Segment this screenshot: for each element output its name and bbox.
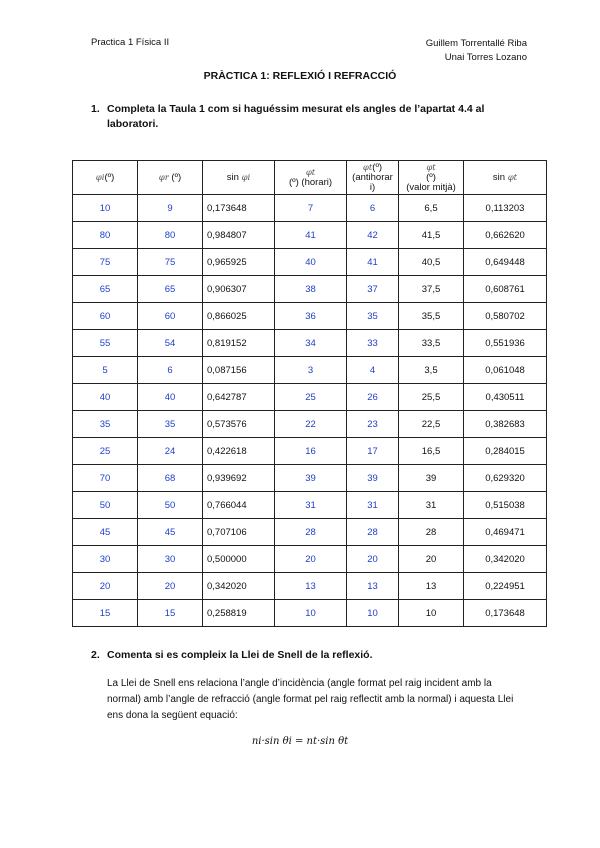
cell-refracted-mean: 20 — [399, 546, 464, 573]
cell-reflected-angle: 40 — [138, 384, 203, 411]
table-row — [73, 546, 547, 573]
cell-refracted-clockwise: 34 — [275, 330, 347, 357]
cell-sin-incident: 0,422618 — [203, 438, 275, 465]
cell-refracted-anticlockwise: 6 — [347, 195, 399, 222]
cell-refracted-mean: 25,5 — [399, 384, 464, 411]
cell-sin-refracted: 0,382683 — [464, 411, 547, 438]
cell-reflected-angle: 15 — [138, 600, 203, 627]
cell-refracted-mean: 37,5 — [399, 276, 464, 303]
header-refracted-clockwise: φt (º) (horari) — [275, 161, 347, 195]
cell-sin-refracted: 0,061048 — [464, 357, 547, 384]
cell-refracted-anticlockwise: 42 — [347, 222, 399, 249]
cell-refracted-clockwise: 10 — [275, 600, 347, 627]
table-row — [73, 411, 547, 438]
cell-reflected-angle: 35 — [138, 411, 203, 438]
cell-incident-angle: 65 — [73, 276, 138, 303]
cell-sin-refracted: 0,662620 — [464, 222, 547, 249]
cell-refracted-clockwise: 31 — [275, 492, 347, 519]
cell-refracted-mean: 13 — [399, 573, 464, 600]
cell-sin-incident: 0,965925 — [203, 249, 275, 276]
cell-refracted-anticlockwise: 20 — [347, 546, 399, 573]
table-body — [73, 195, 547, 627]
cell-refracted-mean: 10 — [399, 600, 464, 627]
cell-sin-incident: 0,173648 — [203, 195, 275, 222]
cell-sin-incident: 0,939692 — [203, 465, 275, 492]
table-row — [73, 357, 547, 384]
author-2: Unai Torres Lozano — [444, 52, 527, 63]
cell-reflected-angle: 24 — [138, 438, 203, 465]
cell-incident-angle: 35 — [73, 411, 138, 438]
cell-sin-incident: 0,766044 — [203, 492, 275, 519]
header-refracted-mean: φt (º) (valor mitjà) — [399, 161, 464, 195]
cell-refracted-mean: 41,5 — [399, 222, 464, 249]
cell-sin-incident: 0,087156 — [203, 357, 275, 384]
cell-sin-incident: 0,819152 — [203, 330, 275, 357]
cell-refracted-clockwise: 13 — [275, 573, 347, 600]
table-row — [73, 465, 547, 492]
cell-refracted-anticlockwise: 28 — [347, 519, 399, 546]
cell-incident-angle: 15 — [73, 600, 138, 627]
table-row — [73, 195, 547, 222]
cell-refracted-mean: 16,5 — [399, 438, 464, 465]
cell-reflected-angle: 20 — [138, 573, 203, 600]
cell-sin-incident: 0,984807 — [203, 222, 275, 249]
cell-sin-refracted: 0,173648 — [464, 600, 547, 627]
cell-incident-angle: 80 — [73, 222, 138, 249]
cell-refracted-mean: 35,5 — [399, 303, 464, 330]
cell-incident-angle: 5 — [73, 357, 138, 384]
cell-refracted-anticlockwise: 31 — [347, 492, 399, 519]
cell-incident-angle: 10 — [73, 195, 138, 222]
cell-refracted-mean: 40,5 — [399, 249, 464, 276]
cell-incident-angle: 70 — [73, 465, 138, 492]
cell-refracted-anticlockwise: 13 — [347, 573, 399, 600]
cell-incident-angle: 45 — [73, 519, 138, 546]
table-row — [73, 438, 547, 465]
cell-sin-refracted: 0,342020 — [464, 546, 547, 573]
cell-sin-incident: 0,258819 — [203, 600, 275, 627]
author-1: Guillem Torrentallé Riba — [425, 38, 527, 49]
table-row — [73, 276, 547, 303]
cell-incident-angle: 40 — [73, 384, 138, 411]
cell-sin-refracted: 0,224951 — [464, 573, 547, 600]
table-row — [73, 573, 547, 600]
table-row — [73, 330, 547, 357]
cell-incident-angle: 25 — [73, 438, 138, 465]
cell-reflected-angle: 30 — [138, 546, 203, 573]
cell-refracted-mean: 3,5 — [399, 357, 464, 384]
cell-refracted-clockwise: 25 — [275, 384, 347, 411]
cell-refracted-anticlockwise: 35 — [347, 303, 399, 330]
cell-reflected-angle: 60 — [138, 303, 203, 330]
header-sin-refracted: sin φt — [464, 161, 547, 195]
cell-refracted-mean: 33,5 — [399, 330, 464, 357]
cell-refracted-anticlockwise: 23 — [347, 411, 399, 438]
cell-refracted-clockwise: 22 — [275, 411, 347, 438]
table-row — [73, 600, 547, 627]
cell-sin-incident: 0,906307 — [203, 276, 275, 303]
cell-refracted-clockwise: 36 — [275, 303, 347, 330]
header-sin-incident: sin φi — [203, 161, 275, 195]
cell-reflected-angle: 50 — [138, 492, 203, 519]
cell-sin-incident: 0,500000 — [203, 546, 275, 573]
cell-sin-refracted: 0,608761 — [464, 276, 547, 303]
results-table — [72, 160, 547, 627]
cell-sin-incident: 0,642787 — [203, 384, 275, 411]
header-incident-angle: φi(º) — [73, 161, 138, 195]
question-1-number: 1. — [91, 103, 100, 115]
cell-reflected-angle: 6 — [138, 357, 203, 384]
table-row — [73, 303, 547, 330]
cell-incident-angle: 60 — [73, 303, 138, 330]
header-refracted-anticlockwise: φt(º) (antihorar i) — [347, 161, 399, 195]
cell-sin-incident: 0,707106 — [203, 519, 275, 546]
question-2-number: 2. — [91, 649, 100, 661]
cell-refracted-anticlockwise: 10 — [347, 600, 399, 627]
cell-refracted-mean: 22,5 — [399, 411, 464, 438]
cell-sin-refracted: 0,430511 — [464, 384, 547, 411]
cell-refracted-anticlockwise: 41 — [347, 249, 399, 276]
cell-refracted-mean: 28 — [399, 519, 464, 546]
cell-refracted-anticlockwise: 39 — [347, 465, 399, 492]
cell-sin-incident: 0,342020 — [203, 573, 275, 600]
cell-incident-angle: 20 — [73, 573, 138, 600]
cell-refracted-clockwise: 7 — [275, 195, 347, 222]
table-header-row — [73, 161, 547, 195]
cell-refracted-clockwise: 3 — [275, 357, 347, 384]
header-authors — [426, 37, 527, 65]
cell-refracted-anticlockwise: 17 — [347, 438, 399, 465]
cell-sin-refracted: 0,469471 — [464, 519, 547, 546]
cell-refracted-mean: 31 — [399, 492, 464, 519]
table-row — [73, 492, 547, 519]
cell-reflected-angle: 80 — [138, 222, 203, 249]
cell-incident-angle: 75 — [73, 249, 138, 276]
cell-sin-refracted: 0,515038 — [464, 492, 547, 519]
cell-refracted-clockwise: 41 — [275, 222, 347, 249]
cell-sin-refracted: 0,113203 — [464, 195, 547, 222]
cell-sin-refracted: 0,649448 — [464, 249, 547, 276]
cell-refracted-clockwise: 39 — [275, 465, 347, 492]
cell-incident-angle: 50 — [73, 492, 138, 519]
cell-reflected-angle: 75 — [138, 249, 203, 276]
cell-refracted-clockwise: 20 — [275, 546, 347, 573]
question-1-text: Completa la Taula 1 com si haguéssim mesurat els angles de l’apartat 4.4 al laboratori. — [107, 103, 485, 130]
cell-reflected-angle: 54 — [138, 330, 203, 357]
table-row — [73, 222, 547, 249]
page-title: PRÀCTICA 1: REFLEXIÓ I REFRACCIÓ — [203, 70, 397, 82]
question-2-text: Comenta si es compleix la Llei de Snell de la reflexió. — [107, 649, 373, 661]
snell-equation: ni·sin θi = nt·sin θt — [251, 736, 349, 747]
cell-refracted-clockwise: 16 — [275, 438, 347, 465]
cell-sin-incident: 0,866025 — [203, 303, 275, 330]
table-row — [73, 519, 547, 546]
header-reflected-angle: φr (º) — [138, 161, 203, 195]
cell-reflected-angle: 9 — [138, 195, 203, 222]
cell-refracted-anticlockwise: 26 — [347, 384, 399, 411]
table-row — [73, 249, 547, 276]
cell-sin-refracted: 0,551936 — [464, 330, 547, 357]
cell-reflected-angle: 65 — [138, 276, 203, 303]
cell-reflected-angle: 68 — [138, 465, 203, 492]
cell-reflected-angle: 45 — [138, 519, 203, 546]
cell-sin-refracted: 0,629320 — [464, 465, 547, 492]
cell-refracted-mean: 6,5 — [399, 195, 464, 222]
cell-sin-incident: 0,573576 — [203, 411, 275, 438]
cell-refracted-clockwise: 40 — [275, 249, 347, 276]
cell-refracted-clockwise: 38 — [275, 276, 347, 303]
table-row — [73, 384, 547, 411]
cell-incident-angle: 55 — [73, 330, 138, 357]
cell-refracted-mean: 39 — [399, 465, 464, 492]
header-course: Practica 1 Física II — [91, 37, 170, 48]
cell-incident-angle: 30 — [73, 546, 138, 573]
cell-refracted-anticlockwise: 33 — [347, 330, 399, 357]
cell-refracted-anticlockwise: 4 — [347, 357, 399, 384]
cell-sin-refracted: 0,580702 — [464, 303, 547, 330]
cell-sin-refracted: 0,284015 — [464, 438, 547, 465]
cell-refracted-clockwise: 28 — [275, 519, 347, 546]
answer-paragraph: La Llei de Snell ens relaciona l’angle d’incidència (angle format pel raig incident amb la normal) amb l’angle de refracció (angle format pel raig reflectit amb la normal) i aquesta Llei ens dona la següent equació: — [107, 678, 514, 721]
cell-refracted-anticlockwise: 37 — [347, 276, 399, 303]
